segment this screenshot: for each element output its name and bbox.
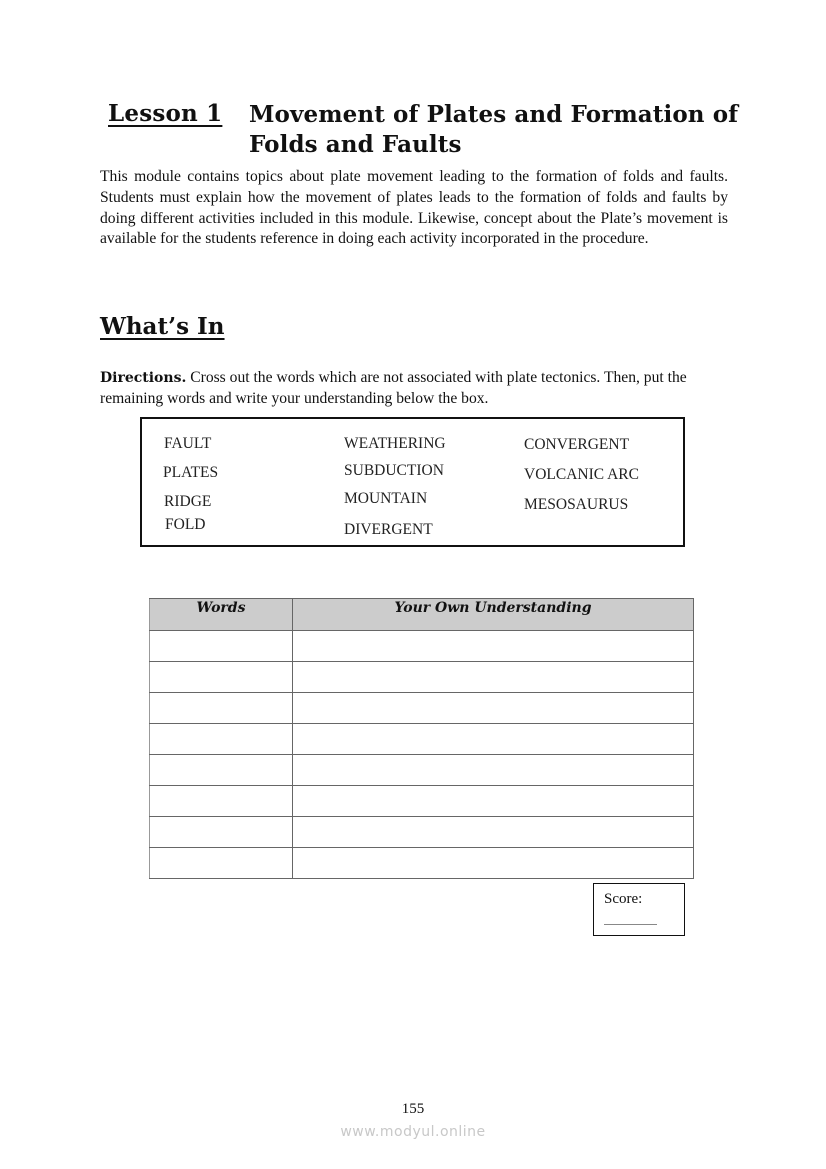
understanding-cell[interactable] [293, 755, 694, 786]
section-heading: What’s In [100, 313, 225, 340]
table-row [150, 786, 694, 817]
score-box [593, 883, 685, 936]
page-number: 155 [401, 1101, 425, 1117]
word-item[interactable]: CONVERGENT [524, 436, 630, 453]
word-item[interactable]: RIDGE [164, 493, 212, 510]
lesson-title: Movement of Plates and Formation of Folds and Faults [249, 101, 739, 158]
understanding-cell[interactable] [293, 848, 694, 879]
word-cell[interactable] [150, 848, 293, 879]
score-blank[interactable] [604, 924, 657, 925]
table-row [150, 693, 694, 724]
word-item[interactable]: SUBDUCTION [344, 462, 444, 479]
table-header-row [150, 599, 694, 631]
column-header-understanding: Your Own Understanding [293, 599, 694, 631]
table-row [150, 848, 694, 879]
column-header-words: Words [150, 599, 293, 631]
word-cell[interactable] [150, 755, 293, 786]
word-item[interactable]: VOLCANIC ARC [524, 466, 639, 483]
word-item[interactable]: WEATHERING [344, 435, 446, 452]
word-item[interactable]: FAULT [164, 435, 212, 452]
word-item[interactable]: MOUNTAIN [344, 490, 428, 507]
understanding-cell[interactable] [293, 786, 694, 817]
table-row [150, 755, 694, 786]
understanding-cell[interactable] [293, 662, 694, 693]
word-cell[interactable] [150, 662, 293, 693]
understanding-cell[interactable] [293, 631, 694, 662]
directions-text: Cross out the words which are not associated with plate tectonics. Then, put the remaining words and write your understanding below the box. [100, 369, 687, 407]
directions-label: Directions. [100, 370, 187, 386]
lesson-label: Lesson 1 [108, 100, 223, 127]
understanding-cell[interactable] [293, 817, 694, 848]
word-item[interactable]: FOLD [165, 516, 206, 533]
understanding-table [149, 598, 694, 879]
table-row [150, 817, 694, 848]
watermark: www.modyul.online [340, 1124, 486, 1140]
word-cell[interactable] [150, 631, 293, 662]
score-label: Score: [604, 891, 643, 907]
word-cell[interactable] [150, 693, 293, 724]
table-row [150, 724, 694, 755]
word-cell[interactable] [150, 786, 293, 817]
understanding-cell[interactable] [293, 693, 694, 724]
directions-paragraph [100, 368, 730, 410]
table-row [150, 662, 694, 693]
word-item[interactable]: PLATES [163, 464, 219, 481]
word-cell[interactable] [150, 817, 293, 848]
word-item[interactable]: MESOSAURUS [524, 496, 629, 513]
table-row [150, 631, 694, 662]
word-cell[interactable] [150, 724, 293, 755]
understanding-cell[interactable] [293, 724, 694, 755]
word-box [140, 417, 685, 547]
intro-paragraph: This module contains topics about plate movement leading to the formation of folds and faults. Students must explain how the movement of plates leads to the formation of folds and faults by doing different activities included in this module. Likewise, concept about the Plate’s movement is available for the students reference in doing each activity incorporated in the procedure. [100, 168, 728, 248]
word-item[interactable]: DIVERGENT [344, 521, 433, 538]
